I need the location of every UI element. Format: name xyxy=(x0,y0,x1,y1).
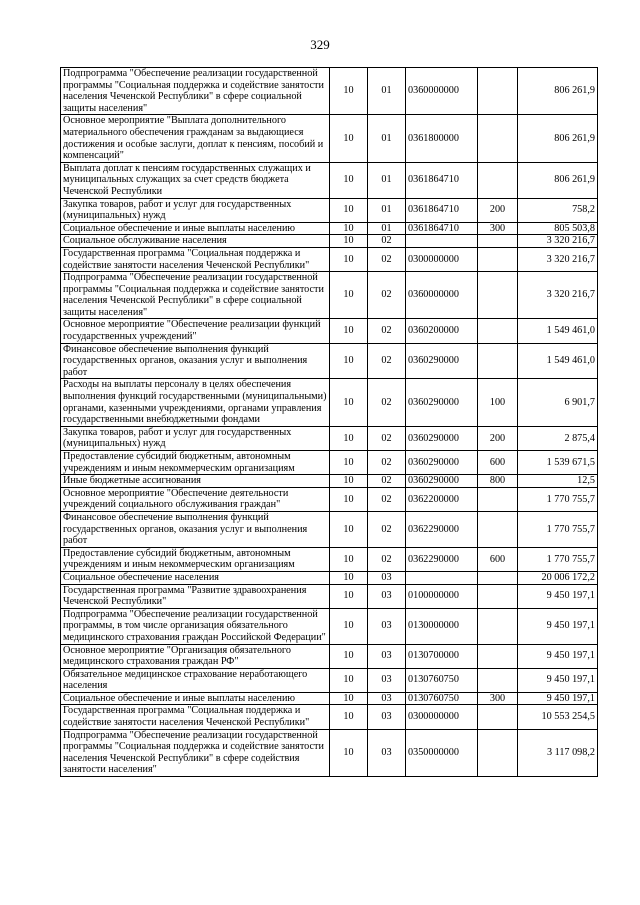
row-target-code: 0300000000 xyxy=(406,247,478,271)
row-amount: 1 549 461,0 xyxy=(518,343,598,379)
table-row xyxy=(61,511,598,547)
row-section: 10 xyxy=(330,644,368,668)
row-amount: 1 549 461,0 xyxy=(518,319,598,343)
row-subsection: 02 xyxy=(368,547,406,571)
row-section: 10 xyxy=(330,68,368,115)
row-subsection: 02 xyxy=(368,319,406,343)
table-row xyxy=(61,608,598,644)
row-expense-type xyxy=(478,162,518,198)
row-section: 10 xyxy=(330,222,368,235)
row-amount: 3 320 216,7 xyxy=(518,272,598,319)
row-target-code: 0361864710 xyxy=(406,198,478,222)
table-row xyxy=(61,162,598,198)
row-section: 10 xyxy=(330,692,368,705)
row-expense-type: 800 xyxy=(478,475,518,488)
row-expense-type: 200 xyxy=(478,426,518,450)
row-subsection: 03 xyxy=(368,729,406,776)
row-target-code: 0360000000 xyxy=(406,272,478,319)
table-row xyxy=(61,487,598,511)
row-name: Предоставление субсидий бюджетным, автономным учреждениям и иным некоммерческим организациям xyxy=(61,547,330,571)
row-amount: 9 450 197,1 xyxy=(518,644,598,668)
row-name: Подпрограмма "Обеспечение реализации государственной программы "Социальная поддержка и содействие занятости населения Чеченской Республики" в сфере социальной защиты населения" xyxy=(61,68,330,115)
row-target-code: 0362290000 xyxy=(406,511,478,547)
row-section: 10 xyxy=(330,162,368,198)
row-subsection: 03 xyxy=(368,608,406,644)
row-target-code: 0361864710 xyxy=(406,162,478,198)
row-subsection: 03 xyxy=(368,571,406,584)
row-section: 10 xyxy=(330,235,368,248)
row-target-code: 0360000000 xyxy=(406,68,478,115)
row-target-code: 0362200000 xyxy=(406,487,478,511)
row-target-code: 0360200000 xyxy=(406,319,478,343)
row-subsection: 02 xyxy=(368,272,406,319)
row-expense-type: 300 xyxy=(478,222,518,235)
row-amount: 9 450 197,1 xyxy=(518,608,598,644)
row-expense-type xyxy=(478,644,518,668)
row-name: Предоставление субсидий бюджетным, автономным учреждениям и иным некоммерческим организациям xyxy=(61,451,330,475)
row-target-code: 0100000000 xyxy=(406,584,478,608)
row-section: 10 xyxy=(330,115,368,162)
row-amount: 10 553 254,5 xyxy=(518,705,598,729)
row-section: 10 xyxy=(330,319,368,343)
row-subsection: 02 xyxy=(368,247,406,271)
table-row xyxy=(61,115,598,162)
row-subsection: 03 xyxy=(368,584,406,608)
row-subsection: 02 xyxy=(368,511,406,547)
row-target-code: 0360290000 xyxy=(406,451,478,475)
row-amount: 2 875,4 xyxy=(518,426,598,450)
row-name: Подпрограмма "Обеспечение реализации государственной программы, в том числе организация обязательного медицинского страхования граждан Российской Федерации" xyxy=(61,608,330,644)
row-amount: 1 770 755,7 xyxy=(518,547,598,571)
table-row xyxy=(61,644,598,668)
row-subsection: 01 xyxy=(368,198,406,222)
row-section: 10 xyxy=(330,247,368,271)
table-row xyxy=(61,475,598,488)
row-target-code: 0362290000 xyxy=(406,547,478,571)
row-name: Иные бюджетные ассигнования xyxy=(61,475,330,488)
row-expense-type: 200 xyxy=(478,198,518,222)
row-amount: 1 770 755,7 xyxy=(518,511,598,547)
row-target-code: 0360290000 xyxy=(406,343,478,379)
table-row xyxy=(61,547,598,571)
row-section: 10 xyxy=(330,608,368,644)
table-row xyxy=(61,729,598,776)
table-row xyxy=(61,584,598,608)
row-section: 10 xyxy=(330,379,368,426)
table-row xyxy=(61,198,598,222)
row-amount: 6 901,7 xyxy=(518,379,598,426)
row-target-code: 0361800000 xyxy=(406,115,478,162)
row-expense-type: 600 xyxy=(478,547,518,571)
row-name: Государственная программа "Развитие здравоохранения Чеченской Республики" xyxy=(61,584,330,608)
row-section: 10 xyxy=(330,511,368,547)
row-section: 10 xyxy=(330,729,368,776)
row-name: Закупка товаров, работ и услуг для государственных (муниципальных) нужд xyxy=(61,426,330,450)
row-section: 10 xyxy=(330,451,368,475)
table-row xyxy=(61,692,598,705)
row-subsection: 03 xyxy=(368,692,406,705)
row-subsection: 03 xyxy=(368,644,406,668)
row-target-code: 0350000000 xyxy=(406,729,478,776)
row-name: Обязательное медицинское страхование неработающего населения xyxy=(61,668,330,692)
row-name: Социальное обслуживание населения xyxy=(61,235,330,248)
row-amount: 3 117 098,2 xyxy=(518,729,598,776)
row-subsection: 02 xyxy=(368,343,406,379)
row-amount: 3 320 216,7 xyxy=(518,247,598,271)
row-expense-type xyxy=(478,608,518,644)
row-subsection: 01 xyxy=(368,222,406,235)
row-name: Основное мероприятие "Выплата дополнительного материального обеспечения гражданам за выдающиеся достижения и особые заслуги, доплат к пенсиям, пособий и компенсаций" xyxy=(61,115,330,162)
table-row xyxy=(61,379,598,426)
row-subsection: 01 xyxy=(368,162,406,198)
row-amount: 3 320 216,7 xyxy=(518,235,598,248)
row-expense-type xyxy=(478,272,518,319)
row-subsection: 02 xyxy=(368,379,406,426)
row-target-code xyxy=(406,571,478,584)
row-subsection: 02 xyxy=(368,475,406,488)
row-name: Социальное обеспечение населения xyxy=(61,571,330,584)
row-section: 10 xyxy=(330,426,368,450)
row-name: Финансовое обеспечение выполнения функций государственных органов, оказания услуг и выполнения работ xyxy=(61,511,330,547)
row-name: Социальное обеспечение и иные выплаты населению xyxy=(61,222,330,235)
row-subsection: 01 xyxy=(368,68,406,115)
row-subsection: 02 xyxy=(368,451,406,475)
row-amount: 1 539 671,5 xyxy=(518,451,598,475)
row-target-code: 0130760750 xyxy=(406,668,478,692)
row-section: 10 xyxy=(330,705,368,729)
table-row xyxy=(61,247,598,271)
row-expense-type xyxy=(478,319,518,343)
row-subsection: 02 xyxy=(368,426,406,450)
row-section: 10 xyxy=(330,547,368,571)
row-expense-type xyxy=(478,343,518,379)
row-target-code: 0361864710 xyxy=(406,222,478,235)
row-target-code: 0360290000 xyxy=(406,426,478,450)
table-row xyxy=(61,571,598,584)
table-row xyxy=(61,343,598,379)
row-amount: 806 261,9 xyxy=(518,115,598,162)
row-name: Подпрограмма "Обеспечение реализации государственной программы "Социальная поддержка и содействие занятости населения Чеченской Республики" в сфере содействия занятости населения" xyxy=(61,729,330,776)
row-amount: 20 006 172,2 xyxy=(518,571,598,584)
row-amount: 758,2 xyxy=(518,198,598,222)
row-target-code: 0360290000 xyxy=(406,475,478,488)
row-amount: 805 503,8 xyxy=(518,222,598,235)
row-section: 10 xyxy=(330,343,368,379)
table-row xyxy=(61,235,598,248)
row-name: Государственная программа "Социальная поддержка и содействие занятости населения Чеченской Республики" xyxy=(61,247,330,271)
row-name: Финансовое обеспечение выполнения функций государственных органов, оказания услуг и выполнения работ xyxy=(61,343,330,379)
row-expense-type xyxy=(478,584,518,608)
row-section: 10 xyxy=(330,198,368,222)
row-name: Выплата доплат к пенсиям государственных служащих и муниципальных служащих за счет средств бюджета Чеченской Республики xyxy=(61,162,330,198)
row-name: Социальное обеспечение и иные выплаты населению xyxy=(61,692,330,705)
row-target-code: 0130760750 xyxy=(406,692,478,705)
row-expense-type: 600 xyxy=(478,451,518,475)
budget-table xyxy=(60,67,598,777)
row-target-code: 0130700000 xyxy=(406,644,478,668)
row-target-code xyxy=(406,235,478,248)
row-name: Подпрограмма "Обеспечение реализации государственной программы "Социальная поддержка и содействие занятости населения Чеченской Республики" в сфере социальной защиты населения" xyxy=(61,272,330,319)
row-subsection: 02 xyxy=(368,487,406,511)
row-amount: 9 450 197,1 xyxy=(518,668,598,692)
row-amount: 12,5 xyxy=(518,475,598,488)
table-row xyxy=(61,68,598,115)
row-expense-type xyxy=(478,571,518,584)
row-target-code: 0130000000 xyxy=(406,608,478,644)
row-subsection: 01 xyxy=(368,115,406,162)
row-subsection: 03 xyxy=(368,668,406,692)
row-expense-type xyxy=(478,668,518,692)
row-amount: 806 261,9 xyxy=(518,162,598,198)
row-section: 10 xyxy=(330,668,368,692)
row-expense-type xyxy=(478,705,518,729)
row-amount: 9 450 197,1 xyxy=(518,584,598,608)
row-name: Основное мероприятие "Организация обязательного медицинского страхования граждан РФ" xyxy=(61,644,330,668)
row-section: 10 xyxy=(330,487,368,511)
table-row xyxy=(61,668,598,692)
row-target-code: 0300000000 xyxy=(406,705,478,729)
row-name: Основное мероприятие "Обеспечение реализации функций государственных учреждений" xyxy=(61,319,330,343)
row-expense-type xyxy=(478,68,518,115)
row-expense-type xyxy=(478,511,518,547)
row-section: 10 xyxy=(330,475,368,488)
table-row xyxy=(61,426,598,450)
row-amount: 9 450 197,1 xyxy=(518,692,598,705)
row-name: Закупка товаров, работ и услуг для государственных (муниципальных) нужд xyxy=(61,198,330,222)
row-expense-type xyxy=(478,115,518,162)
row-name: Основное мероприятие "Обеспечение деятельности учреждений социального обслуживания граждан" xyxy=(61,487,330,511)
table-row xyxy=(61,272,598,319)
row-target-code: 0360290000 xyxy=(406,379,478,426)
row-section: 10 xyxy=(330,571,368,584)
row-amount: 1 770 755,7 xyxy=(518,487,598,511)
row-expense-type xyxy=(478,247,518,271)
row-section: 10 xyxy=(330,584,368,608)
row-expense-type xyxy=(478,487,518,511)
budget-table-body xyxy=(61,68,598,777)
row-expense-type: 300 xyxy=(478,692,518,705)
row-subsection: 03 xyxy=(368,705,406,729)
row-expense-type xyxy=(478,235,518,248)
row-section: 10 xyxy=(330,272,368,319)
page-number: 329 xyxy=(310,37,330,52)
row-expense-type xyxy=(478,729,518,776)
table-row xyxy=(61,705,598,729)
table-row xyxy=(61,222,598,235)
table-row xyxy=(61,319,598,343)
row-name: Государственная программа "Социальная поддержка и содействие занятости населения Чеченской Республики" xyxy=(61,705,330,729)
row-subsection: 02 xyxy=(368,235,406,248)
row-amount: 806 261,9 xyxy=(518,68,598,115)
row-name: Расходы на выплаты персоналу в целях обеспечения выполнения функций государственными (муниципальными) органами, казенными учреждениями, органами управления государственными внебюджетными фондами xyxy=(61,379,330,426)
row-expense-type: 100 xyxy=(478,379,518,426)
table-row xyxy=(61,451,598,475)
